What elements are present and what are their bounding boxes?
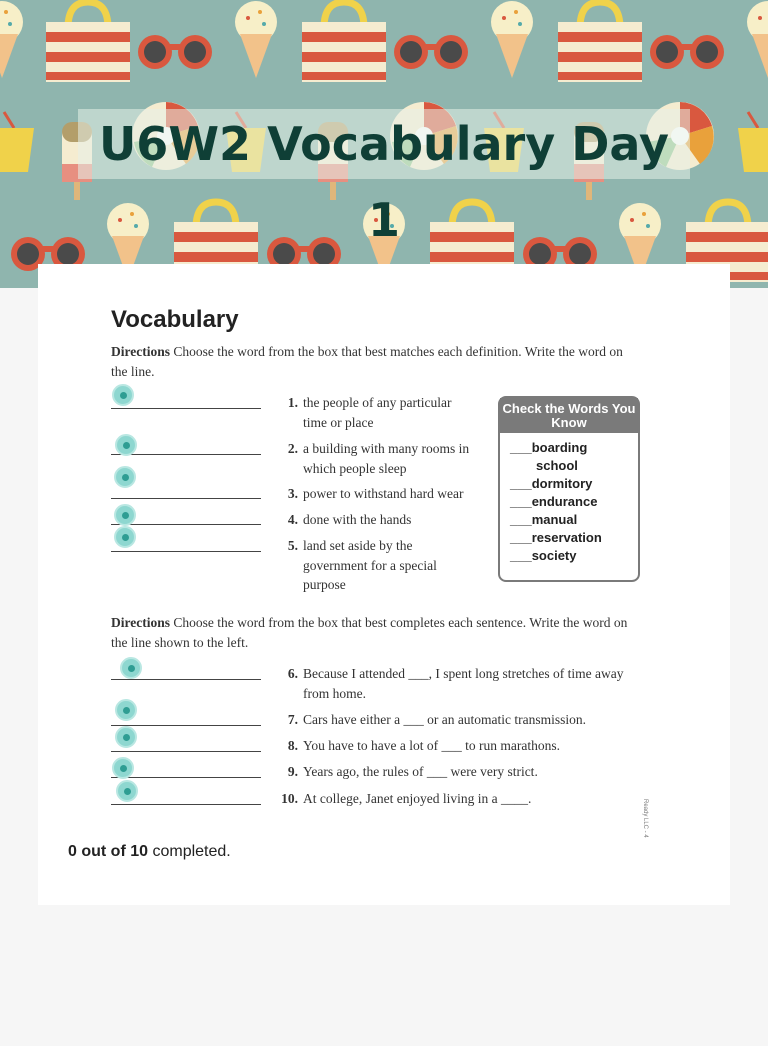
answer-dot-9[interactable]	[112, 757, 134, 779]
answer-line-6[interactable]	[111, 679, 261, 680]
item-number: 10.	[281, 791, 298, 806]
word-box	[498, 396, 640, 582]
item-number: 3.	[287, 486, 298, 501]
item-number: 7.	[287, 712, 298, 727]
completion-suffix: completed.	[148, 843, 231, 860]
copyright-note: Ready LLC - 4	[642, 799, 648, 838]
answer-dot-10[interactable]	[116, 780, 138, 802]
word-society: ___society	[510, 548, 577, 563]
definition-item-5	[270, 536, 463, 595]
answer-dot-1[interactable]	[112, 384, 134, 406]
answer-dot-8[interactable]	[115, 726, 137, 748]
item-text: power to withstand hard wear	[303, 486, 464, 501]
item-number: 1.	[287, 395, 298, 410]
item-number: 9.	[287, 764, 298, 779]
sentence-item-9	[270, 762, 643, 782]
answer-line-3[interactable]	[111, 498, 261, 499]
answer-dot-2[interactable]	[115, 434, 137, 456]
definition-item-4	[270, 510, 478, 530]
directions-2-text: Choose the word from the box that best completes each sentence. Write the word on the line shown to the left.	[111, 615, 628, 650]
answer-line-9[interactable]	[111, 777, 261, 778]
definition-item-1	[270, 393, 478, 432]
item-text: Cars have either a ___ or an automatic transmission.	[303, 712, 587, 727]
answer-line-8[interactable]	[111, 751, 261, 752]
item-number: 8.	[287, 738, 298, 753]
word-manual: ___manual	[510, 512, 578, 527]
worksheet-card	[38, 264, 730, 905]
sentence-item-7	[270, 710, 643, 730]
worksheet	[38, 264, 730, 905]
directions-1-label: Directions	[111, 344, 170, 359]
directions-2-label: Directions	[111, 615, 170, 630]
definition-item-2	[270, 439, 478, 478]
directions-1	[111, 342, 641, 381]
word-school: school	[536, 458, 578, 473]
directions-2	[111, 613, 641, 652]
page-title: U6W2 Vocabulary Day 1	[98, 117, 670, 247]
item-text: the people of any particular time or place	[303, 395, 452, 430]
answer-line-10[interactable]	[111, 804, 261, 805]
word-list	[510, 439, 638, 565]
item-text: done with the hands	[303, 512, 412, 527]
answer-dot-5[interactable]	[114, 526, 136, 548]
completion-status	[68, 843, 231, 861]
item-number: 6.	[287, 666, 298, 681]
item-text: At college, Janet enjoyed living in a ____.	[303, 791, 532, 806]
word-dormitory: ___dormitory	[510, 476, 593, 491]
answer-dot-7[interactable]	[115, 699, 137, 721]
answer-line-1[interactable]	[111, 408, 261, 409]
completion-count: 0 out of 10	[68, 843, 149, 860]
answer-dot-3[interactable]	[114, 466, 136, 488]
item-text: a building with many rooms in which people sleep	[303, 441, 470, 476]
sentence-item-8	[270, 736, 643, 756]
answer-line-5[interactable]	[111, 551, 261, 552]
word-box-title: Check the Words You Know	[500, 398, 638, 433]
item-text: You have to have a lot of ___ to run marathons.	[303, 738, 560, 753]
item-number: 4.	[287, 512, 298, 527]
answer-dot-4[interactable]	[114, 504, 136, 526]
item-text: Because I attended ___, I spent long stretches of time away from home.	[303, 666, 624, 701]
answer-dot-6[interactable]	[120, 657, 142, 679]
header-banner	[0, 0, 768, 288]
item-number: 5.	[287, 538, 298, 553]
word-endurance: ___endurance	[510, 494, 598, 509]
item-text: Years ago, the rules of ___ were very strict.	[303, 764, 538, 779]
item-number: 2.	[287, 441, 298, 456]
directions-1-text: Choose the word from the box that best matches each definition. Write the word on the line.	[111, 344, 623, 379]
word-boarding: ___boarding	[510, 440, 588, 455]
sentence-item-10	[270, 789, 643, 809]
sentence-item-6	[270, 664, 633, 703]
answer-line-7[interactable]	[111, 725, 261, 726]
worksheet-heading: Vocabulary	[111, 306, 239, 333]
item-text: land set aside by the government for a special purpose	[303, 538, 437, 592]
word-reservation: ___reservation	[510, 530, 602, 545]
definition-item-3	[270, 484, 493, 504]
answer-line-2[interactable]	[111, 454, 261, 455]
answer-line-4[interactable]	[111, 524, 261, 525]
